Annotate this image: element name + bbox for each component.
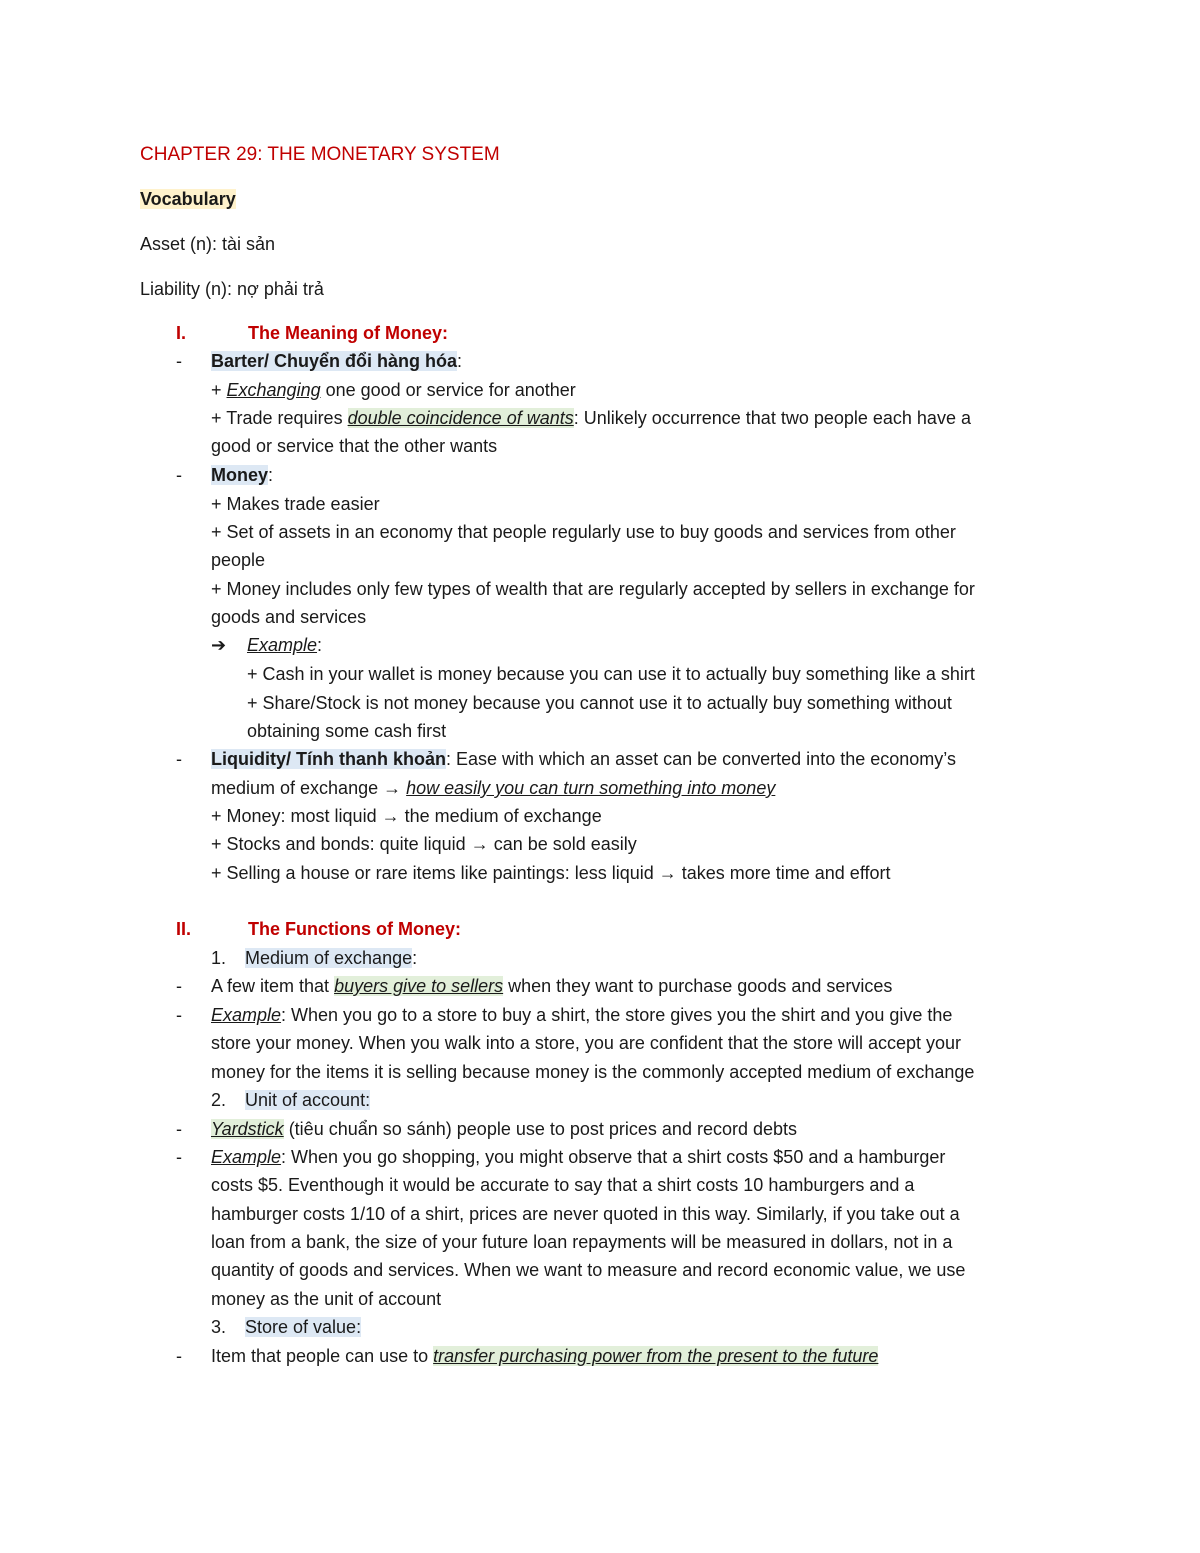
vocabulary-heading-text: Vocabulary <box>140 189 236 209</box>
function-3-heading: 3. Store of value: <box>211 1317 362 1337</box>
liquidity-line-5: + Selling a house or rare items like paintings: less liquid → takes more time and effort <box>211 863 891 883</box>
example-line-3: obtaining some cash first <box>247 721 447 741</box>
liquidity-line-2: medium of exchange → how easily you can turn something into money <box>211 778 776 798</box>
function-1-label: Medium of exchange <box>245 948 413 968</box>
example-line-2: + Share/Stock is not money because you cannot use it to actually buy something without <box>247 693 952 713</box>
function-1-example-3: money for the items it is selling because money is the commonly accepted medium of exchange <box>211 1062 975 1082</box>
barter-line-2: + Trade requires double coincidence of wants: Unlikely occurrence that two people each have a <box>211 408 971 428</box>
vocab-liability: Liability (n): nợ phải trả <box>140 279 324 299</box>
function-2-example-5: quantity of goods and services. When we want to measure and record economic value, we use <box>211 1260 966 1280</box>
money-line-1: + Makes trade easier <box>211 494 380 514</box>
yardstick-term: Yardstick <box>211 1119 284 1139</box>
function-2-example-3: hamburger costs 1/10 of a shirt, prices are never quoted in this way. Similarly, if you take out a <box>211 1204 960 1224</box>
bullet-dash: - <box>176 465 182 485</box>
double-coincidence-term: double coincidence of wants <box>347 408 574 428</box>
arrow-icon: → <box>381 806 400 826</box>
vocab-asset: Asset (n): tài sản <box>140 234 276 254</box>
buyers-give-term: buyers give to sellers <box>334 976 504 996</box>
section-1-title: The Meaning of Money: <box>248 323 448 343</box>
money-example-row: ➔ Example: <box>211 635 323 655</box>
chapter-title: CHAPTER 29: THE MONETARY SYSTEM <box>140 144 500 165</box>
transfer-power-term: transfer purchasing power from the present to the future <box>433 1346 879 1366</box>
bullet-dash: - <box>176 351 182 371</box>
document-page: CHAPTER 29: THE MONETARY SYSTEM Vocabulary Asset (n): tài sản Liability (n): nợ phải trả I. The Meaning of Money: - Barter/ Chuyển đổi hàng hóa: + Exchanging one good or service for another + Trade requires double coincidence of wants: Unlikely occurrence that two people each have a good or service that the other wants - Money: + Makes trade easier + Set of assets in an economy that people regularly use to buy goods and services from other people + Money includes only few types of wealth that are regularly accepted by sellers in exchange for goods and services ➔ Example: + Cash in your wallet is money because you can use it to actually buy something like a shirt + Share/Stock is not money because you cannot use it to actually buy something without obtaining some cash first - Liquidity/ Tính thanh khoản: Ease with which an asset can be converted into the economy’s medium of exchange → how easily you can turn something into money + Money: most liquid → the medium of exchange + Stocks and bonds: quite liquid → can be sold easily + Selling a house or rare items like paintings: less liquid → takes more time and effort II. The Functions of Money: 1. Medium of exchange: - A few item that buyers give to sellers when they want to purchase goods and services - Example: When you go to a store to buy a shirt, the store gives you the shirt and you give the store your money. When you walk into a store, you are confident that the store will accept your money for the items it is selling because money is the commonly accepted medium of exchange 2. Unit of account: - Yardstick (tiêu chuẩn so sánh) people use to post prices and record debts - Example: When you go shopping, you might observe that a shirt costs $50 and a hamburger costs $5. Eventhough it would be accurate to say that a shirt costs 10 hamburgers and a hamburger costs 1/10 of a shirt, prices are never quoted in this way. Similarly, if you take out a loan from a bank, the size of your future loan repayments will be measured in dollars, not in a quantity of goods and services. When we want to measure and record economic value, we use money as the unit of account 3. Store of value: - Item that people can use to transfer purchasing power from the present to the future <box>140 144 975 1366</box>
money-line-5: goods and services <box>211 607 367 627</box>
function-1-heading: 1. Medium of exchange: <box>211 948 418 968</box>
section-2-heading <box>176 918 461 940</box>
barter-line-3: good or service that the other wants <box>211 436 498 456</box>
section-2-title: The Functions of Money: <box>248 919 461 939</box>
example-label: Example <box>247 635 318 655</box>
arrow-bullet-icon: ➔ <box>211 635 227 655</box>
bullet-dash: - <box>176 749 182 769</box>
money-label: Money <box>211 465 269 485</box>
barter-label: Barter/ Chuyển đổi hàng hóa <box>211 351 458 371</box>
function-2-label: Unit of account: <box>245 1090 371 1110</box>
function-1-example-2: store your money. When you walk into a store, you are confident that the store will accept your <box>211 1033 962 1053</box>
function-2-example-6: money as the unit of account <box>211 1289 442 1309</box>
barter-line-1: + Exchanging one good or service for another <box>211 380 576 400</box>
money-line-2: + Set of assets in an economy that people regularly use to buy goods and services from other <box>211 522 956 542</box>
liquidity-line-3: + Money: most liquid → the medium of exchange <box>211 806 602 826</box>
money-line-3: people <box>211 550 266 570</box>
function-2-example-4: loan from a bank, the size of your future loan repayments will be measured in dollars, not in a <box>211 1232 953 1252</box>
function-2-heading: 2. Unit of account: <box>211 1090 371 1110</box>
example-line-1: + Cash in your wallet is money because you can use it to actually buy something like a shirt <box>247 664 975 684</box>
liquidity-definition: how easily you can turn something into money <box>406 778 776 798</box>
liquidity-label: Liquidity/ Tính thanh khoản <box>211 749 446 769</box>
section-1-heading <box>176 322 448 344</box>
function-2-example-2: costs $5. Eventhough it would be accurate to say that a shirt costs 10 hamburgers and a <box>211 1175 915 1195</box>
function-3-label: Store of value: <box>245 1317 362 1337</box>
arrow-icon: → <box>470 834 489 854</box>
liquidity-line-4: + Stocks and bonds: quite liquid → can be sold easily <box>211 834 637 854</box>
exchanging-term: Exchanging <box>226 380 321 400</box>
barter-colon: : <box>457 351 463 371</box>
arrow-icon: → <box>658 863 677 883</box>
vocabulary-heading <box>140 188 236 210</box>
arrow-icon: → <box>383 778 402 798</box>
section-2-number: II. <box>176 919 192 939</box>
section-1-number: I. <box>176 323 187 343</box>
money-line-4: + Money includes only few types of wealth that are regularly accepted by sellers in exchange for <box>211 579 975 599</box>
